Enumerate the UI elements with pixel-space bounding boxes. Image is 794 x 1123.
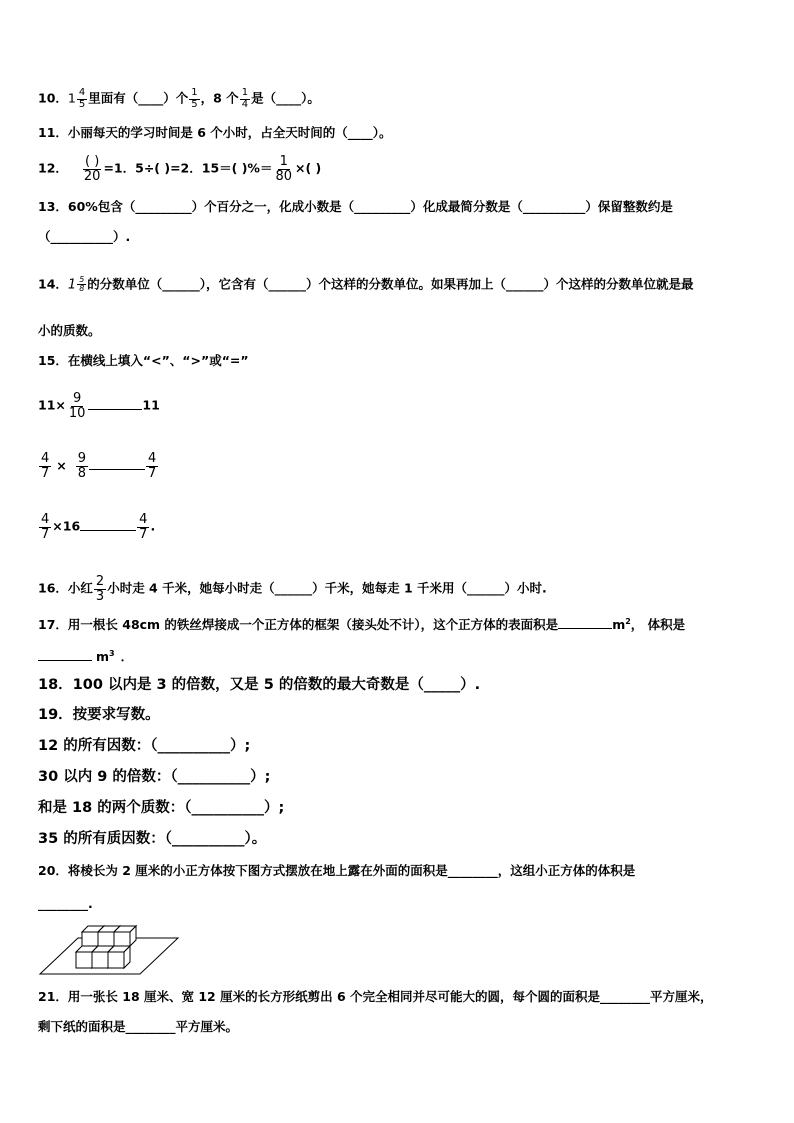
question-20-line2: ________. <box>38 896 93 911</box>
question-13-line2: （__________）. <box>38 229 131 244</box>
question-14-line1: 14．1 $\frac{5}{8}$ 的分数单位（______），它含有（______）个这样的分数单位。如果再加上（______）个这样的分数单位就是最 <box>38 275 694 294</box>
question-18: 18．100 以内是 3 的倍数，又是 5 的倍数的最大奇数是（_____）. <box>38 677 481 693</box>
question-19-item: 35 的所有质因数：（__________）。 <box>38 831 267 847</box>
question-19-item: 和是 18 的两个质数：（__________）; <box>38 800 285 816</box>
answer-blank[interactable] <box>88 397 142 410</box>
fraction: $\frac{5}{8}$ <box>79 275 85 294</box>
question-17-line2: $m^3$ ． <box>38 646 133 665</box>
cube <box>114 926 136 946</box>
question-20-line1: 20．将棱长为 2 厘米的小正方体按下图方式摆放在地上露在外面的面积是________，这组小正方体的体积是 <box>38 863 636 878</box>
fraction: $\frac{9}{10}$ <box>68 391 86 421</box>
question-19-title: 19．按要求写数。 <box>38 707 160 723</box>
fraction: $\frac{4}{7}$ <box>41 451 50 481</box>
answer-blank[interactable] <box>558 616 612 629</box>
question-21-line2: 剩下纸的面积是________平方厘米。 <box>38 1019 239 1034</box>
answer-blank[interactable] <box>89 457 145 470</box>
question-19-item: 30 以内 9 的倍数：（__________）; <box>38 769 271 785</box>
compare-row-2: $\frac{4}{7}$ × $\frac{9}{8}$ $\frac{4}{7}$ <box>41 451 157 481</box>
question-11: 11．小丽每天的学习时间是 6 个小时，占全天时间的（____）。 <box>38 125 392 140</box>
compare-row-1: 11× $\frac{9}{10}$ 11 <box>38 391 160 421</box>
fraction: $\frac{4}{7}$ <box>148 451 157 481</box>
question-14-line2: 小的质数。 <box>38 323 101 338</box>
fraction: $\frac{9}{8}$ <box>77 451 87 481</box>
fraction: $\frac{1}{4}$ <box>241 87 249 110</box>
question-21-line1: 21．用一张长 18 厘米、宽 12 厘米的长方形纸剪出 6 个完全相同并尽可能大的圆，每个圆的面积是________平方厘米， <box>38 989 713 1004</box>
question-10: 10．1 $\frac{4}{5}$ 里面有（____）个 $\frac{1}{5}$ ，8 个 $\frac{1}{4}$ 是（____）。 <box>38 87 320 110</box>
fraction: $\frac{2}{3}$ <box>95 574 105 604</box>
question-15-title: 15．在横线上填入“<”、“>”或“=” <box>38 353 249 368</box>
fraction: $\frac{4}{5}$ <box>78 87 86 110</box>
fraction: $\frac{1}{80}$ <box>275 154 292 184</box>
fraction: $\frac{( )}{20}$ <box>83 154 101 184</box>
question-16: 16．小红 $\frac{2}{3}$ 小时走 4 千米，她每小时走（______）千米，她每走 1 千米用（______）小时. <box>38 574 547 604</box>
question-17-line1: 17．用一根长 48cm 的铁丝焊接成一个正方体的框架（接头处不计），这个正方体的表面积是 $m^2$， 体积是 <box>38 617 686 633</box>
question-13-line1: 13．60%包含（_________）个百分之一，化成小数是（_________）化成最简分数是（__________）保留整数约是 <box>38 199 673 214</box>
cube-figure <box>36 918 182 976</box>
question-19-item: 12 的所有因数：（__________）; <box>38 738 251 754</box>
answer-blank[interactable] <box>38 648 92 661</box>
cube <box>108 946 130 968</box>
fraction: $\frac{4}{7}$ <box>139 512 148 542</box>
fraction: $\frac{1}{5}$ <box>191 87 198 110</box>
answer-blank[interactable] <box>80 518 136 531</box>
compare-row-3: $\frac{4}{7}$ ×16 $\frac{4}{7}$ . <box>41 512 156 542</box>
question-12: 12． $\frac{( )}{20}$ =1．5÷( )=2．15＝( )%＝ $\frac{1}{80}$ ×( ) <box>38 154 322 184</box>
fraction: $\frac{4}{7}$ <box>41 512 50 542</box>
